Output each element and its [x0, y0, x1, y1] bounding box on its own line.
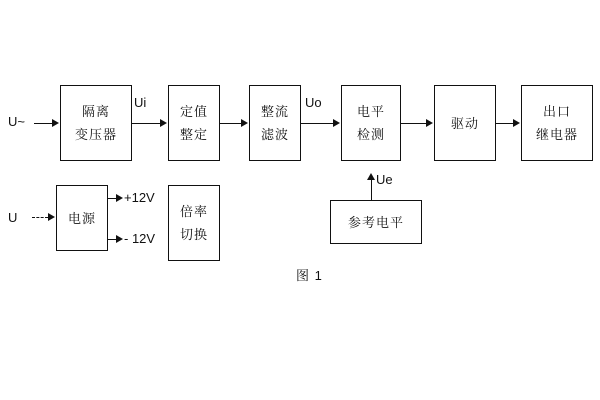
block-label-line1: 整流: [260, 104, 289, 119]
connector-setting-to-rectify: [220, 123, 241, 124]
signal-label-input-dc: U: [8, 210, 18, 225]
connector-isolation-to-setting: [132, 123, 160, 124]
arrowhead-input-dc: [48, 213, 55, 221]
connector-negative-supply: [108, 239, 116, 240]
block-label-line1: 电源: [67, 210, 96, 226]
arrowhead-detection-to-drive: [426, 119, 433, 127]
arrowhead-rectify-to-detection: [333, 119, 340, 127]
arrowhead-isolation-to-setting: [160, 119, 167, 127]
block-label-line1: 出口: [542, 104, 571, 119]
block-rectify-filter: [249, 85, 301, 161]
connector-reference-to-detection: [371, 180, 372, 200]
signal-label-input-ac: U~: [8, 114, 25, 129]
block-label-line2: 滤波: [260, 127, 289, 142]
block-label-line1: 参考电平: [347, 214, 404, 230]
block-label-line1: 倍率: [179, 204, 208, 219]
signal-label-ue: Ue: [376, 172, 393, 187]
block-level-detection: [341, 85, 401, 161]
connector-rectify-to-detection: [301, 123, 333, 124]
signal-label-negative-supply: - 12V: [124, 231, 156, 246]
block-multiple-switching: [168, 185, 220, 261]
signal-label-ui: Ui: [134, 95, 147, 110]
arrowhead-drive-to-relay: [513, 119, 520, 127]
block-label-line1: 驱动: [450, 115, 479, 131]
block-isolation-transformer: [60, 85, 132, 161]
block-label-line1: 电平: [356, 104, 385, 119]
block-label-line2: 切换: [179, 227, 208, 242]
figure-caption: 图 1: [296, 268, 323, 283]
connector-drive-to-relay: [496, 123, 513, 124]
block-label-line2: 继电器: [535, 127, 578, 142]
block-label-line2: 变压器: [74, 127, 117, 142]
block-output-relay: [521, 85, 593, 161]
connector-input-ac: [34, 123, 52, 124]
arrowhead-input-ac: [52, 119, 59, 127]
arrowhead-setting-to-rectify: [241, 119, 248, 127]
signal-label-positive-supply: +12V: [124, 190, 155, 205]
arrowhead-negative-supply: [116, 235, 123, 243]
block-fixed-value-setting: [168, 85, 220, 161]
block-reference-level: [330, 200, 422, 244]
connector-detection-to-drive: [401, 123, 426, 124]
block-power-supply: [56, 185, 108, 251]
block-label-line2: 整定: [179, 127, 208, 142]
block-label-line1: 定值: [179, 104, 208, 119]
block-label-line2: 检测: [356, 127, 385, 142]
block-drive: [434, 85, 496, 161]
connector-positive-supply: [108, 198, 116, 199]
arrowhead-positive-supply: [116, 194, 123, 202]
signal-label-uo: Uo: [305, 95, 322, 110]
connector-input-dc: [32, 217, 48, 218]
block-label-line1: 隔离: [81, 104, 110, 119]
arrowhead-reference-to-detection: [367, 173, 375, 180]
